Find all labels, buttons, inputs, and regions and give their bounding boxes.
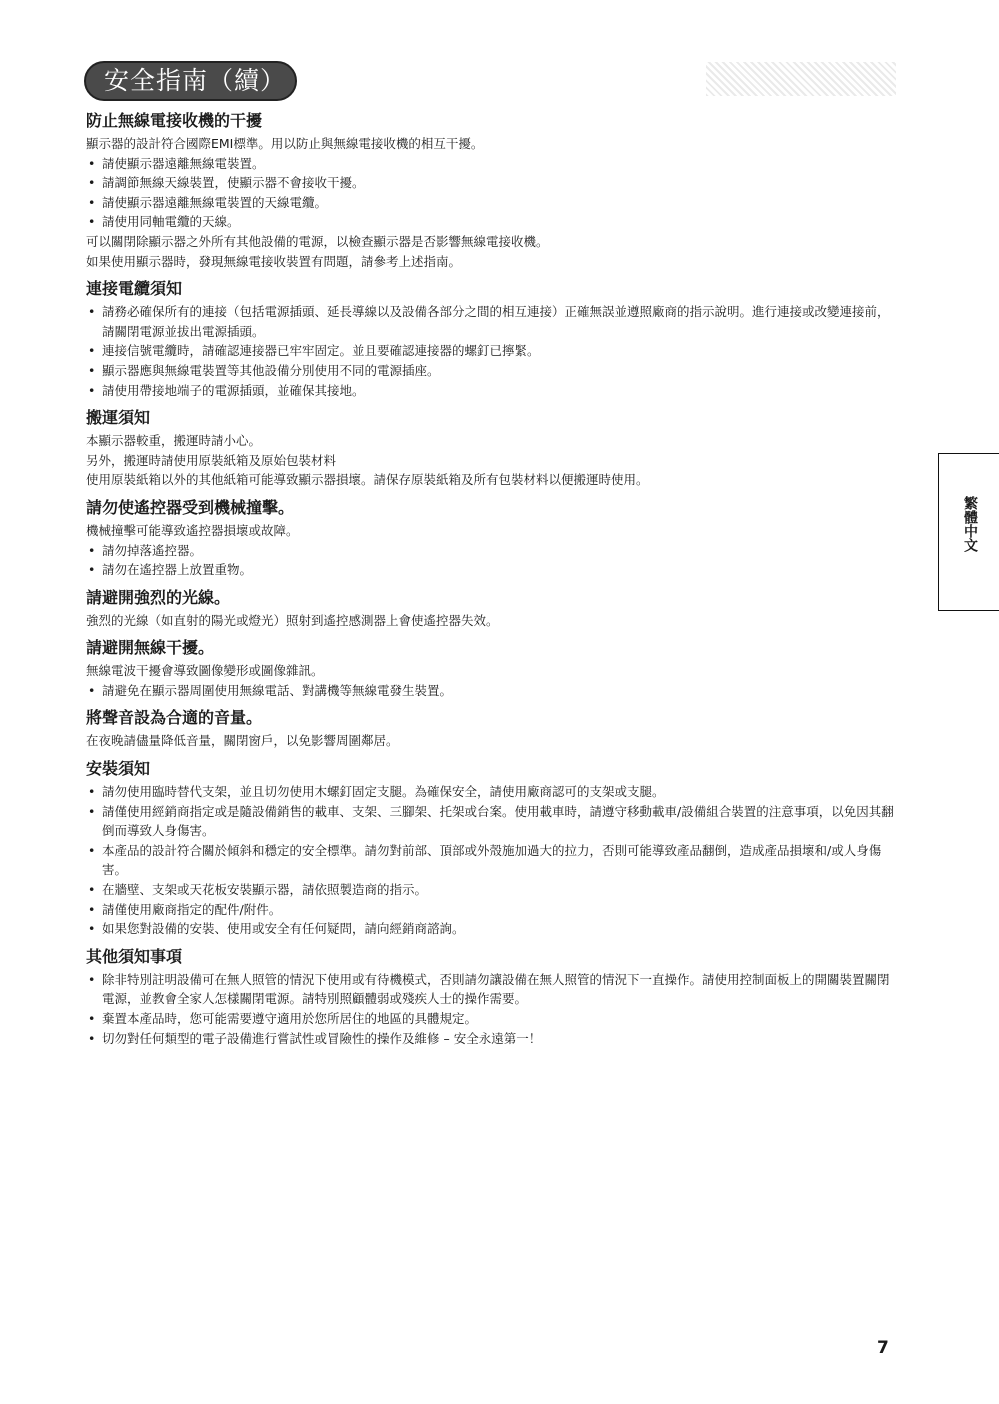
section-title: 將聲音設為合適的音量。	[86, 708, 263, 728]
list-item: • 請勿使用臨時替代支架，並且切勿使用木螺釘固定支腿。為確保安全，請使用廠商認可的支架或支腿。	[86, 782, 896, 802]
section-radio	[86, 637, 896, 700]
list-item: • 顯示器應與無線電裝置等其他設備分別使用不同的電源插座。	[86, 361, 896, 381]
list-item: • 請使用同軸電纜的天線。	[86, 212, 896, 232]
list-item: • 請使用帶接地端子的電源插頭，並確保其接地。	[86, 381, 896, 401]
paragraph: 另外，搬運時請使用原裝紙箱及原始包裝材料	[86, 452, 337, 468]
language-tab	[938, 453, 999, 611]
paragraph: 使用原裝紙箱以外的其他紙箱可能導致顯示器損壞。請保存原裝紙箱及所有包裝材料以便搬運時使用。	[86, 472, 649, 488]
paragraph: 強烈的光線（如直射的陽光或燈光）照射到遙控感測器上會使遙控器失效。	[86, 612, 499, 628]
paragraph: 在夜晚請儘量降低音量，關閉窗戶，以免影響周圍鄰居。	[86, 733, 399, 749]
list-item: • 棄置本產品時，您可能需要遵守適用於您所居住的地區的具體規定。	[86, 1009, 896, 1029]
section-light	[86, 587, 896, 631]
section-title: 請避開無線干擾。	[86, 638, 215, 658]
bullet-list	[86, 970, 896, 1048]
list-item: • 請務必確保所有的連接（包括電源插頭、延長導線以及設備各部分之間的相互連接）正確無誤並遵照廠商的指示說明。進行連接或改變連接前，請關閉電源並拔出電源插頭。	[86, 302, 896, 341]
list-item: • 切勿對任何類型的電子設備進行嘗試性或冒險性的操作及維修 – 安全永遠第一！	[86, 1029, 896, 1049]
section-install	[86, 758, 896, 939]
list-item: • 請僅使用廠商指定的配件/附件。	[86, 900, 896, 920]
bullet-list	[86, 782, 896, 939]
section-title: 連接電纜須知	[86, 279, 183, 299]
paragraph: 機械撞擊可能導致遙控器損壞或故障。	[86, 522, 299, 538]
list-item: • 請勿掉落遙控器。	[86, 541, 896, 561]
list-item: • 請僅使用經銷商指定或是隨設備銷售的載車、支架、三腳架、托架或台案。使用載車時，請遵守移動載車/設備組合裝置的注意事項，以免因其翻倒而導致人身傷害。	[86, 802, 896, 841]
bullet-list	[86, 302, 896, 400]
section-transport	[86, 407, 896, 490]
section-emi	[86, 110, 896, 271]
list-item: • 在牆壁、支架或天花板安裝顯示器，請依照製造商的指示。	[86, 880, 896, 900]
language-label: 繁體中文	[962, 496, 978, 552]
section-title: 請勿使遙控器受到機械撞擊。	[86, 497, 295, 517]
section-other	[86, 946, 896, 1048]
section-title: 安裝須知	[86, 759, 151, 779]
section-cables	[86, 278, 896, 400]
list-item: • 本產品的設計符合關於傾斜和穩定的安全標準。請勿對前部、頂部或外殼施加過大的拉力，否則可能導致產品翻倒，造成產品損壞和/或人身傷害。	[86, 841, 896, 880]
paragraph: 可以關閉除顯示器之外所有其他設備的電源，以檢查顯示器是否影響無線電接收機。	[86, 233, 549, 249]
list-item: • 請調節無線天線裝置，使顯示器不會接收干擾。	[86, 173, 896, 193]
page-number: 7	[877, 1338, 889, 1358]
bullet-list	[86, 681, 896, 701]
list-item: • 除非特別註明設備可在無人照管的情況下使用或有待機模式，否則請勿讓設備在無人照管的情況下一直操作。請使用控制面板上的開關裝置關閉電源，並教會全家人怎樣關閉電源。請特別照顧體弱或殘疾人士的操作需要。	[86, 970, 896, 1009]
section-title: 防止無線電接收機的干擾	[86, 111, 263, 130]
section-remote	[86, 497, 896, 580]
list-item: • 請避免在顯示器周圍使用無線電話、對講機等無線電發生裝置。	[86, 681, 896, 701]
list-item: • 連接信號電纜時，請確認連接器已牢牢固定。並且要確認連接器的螺釘已擰緊。	[86, 341, 896, 361]
list-item: • 請使顯示器遠離無線電裝置。	[86, 154, 896, 174]
content	[86, 110, 896, 1055]
section-title: 請避開強烈的光線。	[86, 587, 231, 607]
paragraph: 本顯示器較重，搬運時請小心。	[86, 433, 262, 449]
section-title: 搬運須知	[86, 408, 151, 428]
list-item: • 如果您對設備的安裝、使用或安全有任何疑問，請向經銷商諮詢。	[86, 919, 896, 939]
section-title: 其他須知事項	[86, 946, 183, 966]
section-volume	[86, 707, 896, 751]
header-pattern	[706, 62, 896, 96]
page-title: 安全指南（續）	[84, 61, 297, 101]
paragraph: 無線電波干擾會導致圖像變形或圖像雜訊。	[86, 663, 324, 679]
bullet-list	[86, 541, 896, 580]
list-item: • 請勿在遙控器上放置重物。	[86, 560, 896, 580]
list-item: • 請使顯示器遠離無線電裝置的天線電纜。	[86, 193, 896, 213]
paragraph: 如果使用顯示器時，發現無線電接收裝置有問題，請參考上述指南。	[86, 253, 462, 269]
paragraph: 顯示器的設計符合國際EMI標準。用以防止與無線電接收機的相互干擾。	[86, 136, 484, 151]
bullet-list	[86, 154, 896, 232]
